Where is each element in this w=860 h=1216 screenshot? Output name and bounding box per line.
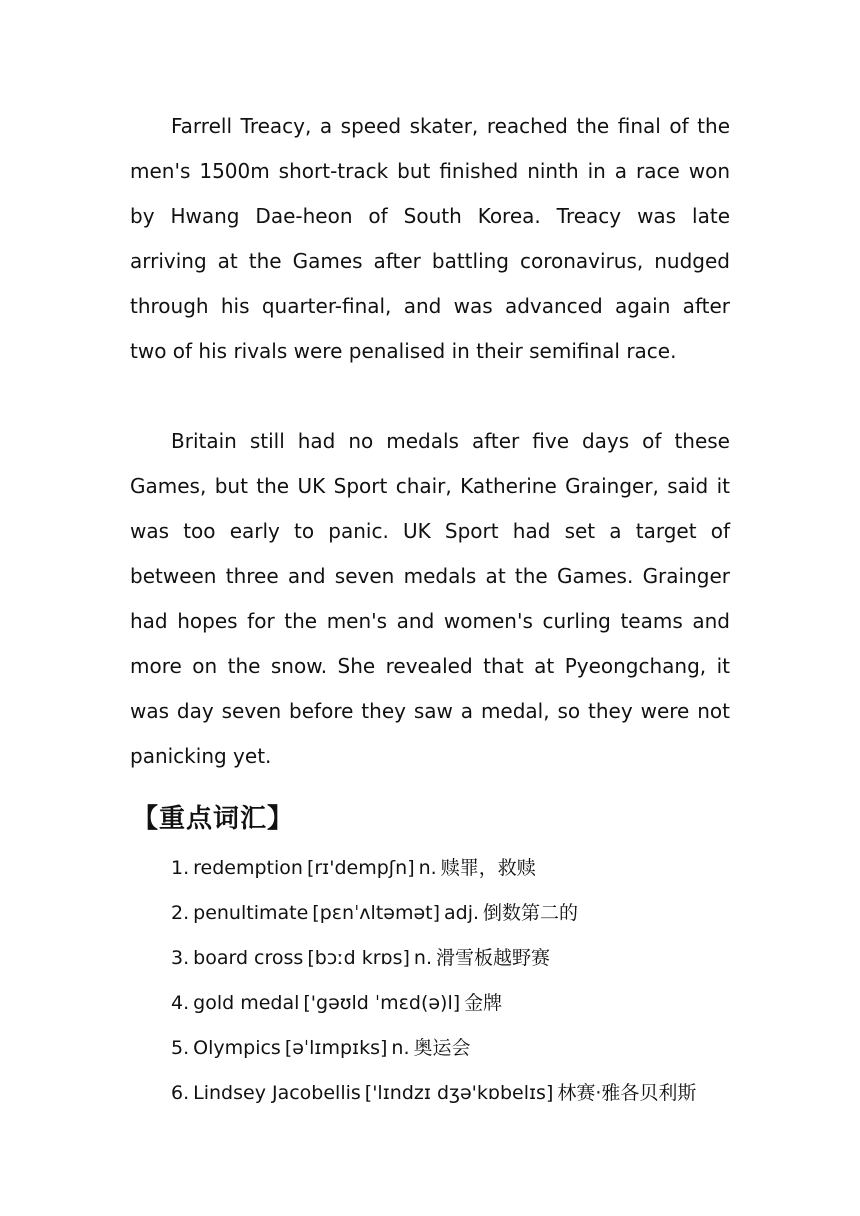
vocab-pos: adj. bbox=[444, 902, 480, 924]
vocab-pos: n. bbox=[418, 857, 437, 879]
vocab-word: Lindsey Jacobellis bbox=[193, 1082, 361, 1104]
vocab-ipa: ['lɪndzɪ dʒə'kɒbelɪs] bbox=[364, 1082, 554, 1104]
vocabulary-item bbox=[171, 1026, 730, 1071]
paragraph-2: Britain still had no medals after five days of these Games, but the UK Sport chair, Katherine Grainger, said it was too early to panic. UK Sport had set a target of between three and seven medals at the Games. Grainger had hopes for the men's and women's curling teams and more on the snow. She revealed that at Pyeongchang, it was day seven before they saw a medal, so they were not panicking yet. bbox=[130, 429, 730, 768]
vocab-number: 2. bbox=[171, 902, 190, 924]
vocab-word: penultimate bbox=[193, 902, 309, 924]
vocab-ipa: [pɛnˈʌltəmət] bbox=[312, 902, 441, 924]
vocab-word: gold medal bbox=[193, 992, 300, 1014]
vocab-ipa: [bɔːd krɒs] bbox=[307, 947, 410, 969]
vocab-number: 5. bbox=[171, 1037, 190, 1059]
vocab-meaning: 滑雪板越野赛 bbox=[436, 947, 551, 969]
vocab-pos: n. bbox=[391, 1037, 410, 1059]
vocabulary-item bbox=[171, 891, 730, 936]
vocab-number: 4. bbox=[171, 992, 190, 1014]
vocab-word: Olympics bbox=[193, 1037, 281, 1059]
vocab-word: redemption bbox=[193, 857, 303, 879]
vocab-ipa: ['gəʊld ˈmɛd(ə)l] bbox=[303, 992, 461, 1014]
vocab-ipa: [əˈlɪmpɪks] bbox=[284, 1037, 388, 1059]
vocabulary-item bbox=[171, 1071, 730, 1116]
vocab-pos: n. bbox=[413, 947, 433, 969]
vocab-meaning: 赎罪，救赎 bbox=[440, 857, 536, 879]
document-page bbox=[130, 104, 730, 1116]
section-title-key-vocabulary: 【重点词汇】 bbox=[132, 804, 295, 834]
vocabulary-item bbox=[171, 936, 730, 981]
vocab-word: board cross bbox=[193, 947, 304, 969]
vocab-meaning: 倒数第二的 bbox=[483, 902, 579, 924]
vocab-meaning: 林赛·雅各贝利斯 bbox=[557, 1082, 697, 1104]
vocabulary-list bbox=[130, 846, 730, 1116]
vocab-number: 3. bbox=[171, 947, 190, 969]
vocab-meaning: 奥运会 bbox=[413, 1037, 471, 1059]
paragraph-1: Farrell Treacy, a speed skater, reached the final of the men's 1500m short-track but finished ninth in a race won by Hwang Dae-heon of South Korea. Treacy was late arriving at the Games after battling coronavirus, nudged through his quarter-final, and was advanced again after two of his rivals were penalised in their semifinal race. bbox=[130, 114, 730, 363]
vocab-ipa: [rɪ'dempʃn] bbox=[306, 857, 415, 879]
vocab-number: 1. bbox=[171, 857, 190, 879]
vocabulary-item bbox=[171, 846, 730, 891]
vocab-number: 6. bbox=[171, 1082, 190, 1104]
vocabulary-item bbox=[171, 981, 730, 1026]
vocab-meaning: 金牌 bbox=[464, 992, 503, 1014]
